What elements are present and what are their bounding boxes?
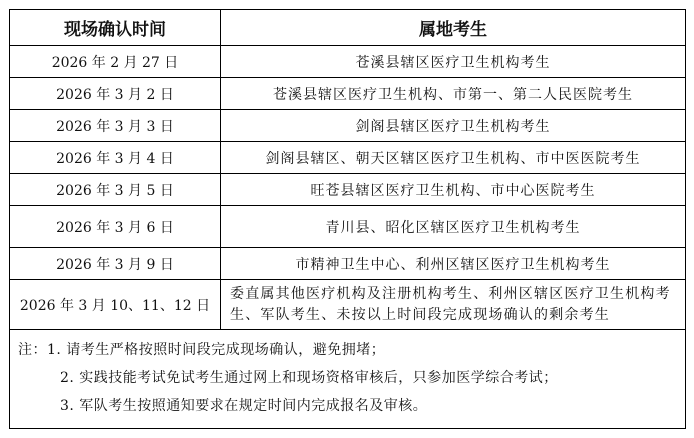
row-region: 苍溪县辖区医疗卫生机构考生 <box>221 46 686 78</box>
row-date: 2026 年 3 月 5 日 <box>10 174 221 206</box>
row-region: 剑阁县辖区、朝天区辖区医疗卫生机构、市中医医院考生 <box>221 142 686 174</box>
header-confirmation-time: 现场确认时间 <box>10 10 221 46</box>
notes-prefix: 注： <box>18 342 47 358</box>
table-row <box>10 248 686 280</box>
note-line-3 <box>18 392 677 420</box>
row-region: 旺苍县辖区医疗卫生机构、市中心医院考生 <box>221 174 686 206</box>
notes-cell <box>10 330 686 429</box>
table-row <box>10 110 686 142</box>
note-line-1 <box>18 336 677 364</box>
row-date: 2026 年 3 月 4 日 <box>10 142 221 174</box>
row-region: 市精神卫生中心、利州区辖区医疗卫生机构考生 <box>221 248 686 280</box>
row-date: 2026 年 3 月 9 日 <box>10 248 221 280</box>
row-region: 苍溪县辖区医疗卫生机构、市第一、第二人民医院考生 <box>221 78 686 110</box>
notes-row <box>10 330 686 429</box>
note-text: 3. 军队考生按照通知要求在规定时间内完成报名及审核。 <box>60 398 428 414</box>
table-row <box>10 46 686 78</box>
table-row <box>10 174 686 206</box>
row-region: 青川县、昭化区辖区医疗卫生机构考生 <box>221 206 686 248</box>
row-region: 委直属其他医疗机构及注册机构考生、利州区辖区医疗卫生机构考生、军队考生、未按以上时间段完成现场确认的剩余考生 <box>221 280 686 330</box>
table-header-row <box>10 10 686 46</box>
row-date: 2026 年 3 月 10、11、12 日 <box>10 280 221 330</box>
note-text: 2. 实践技能考试免试考生通过网上和现场资格审核后，只参加医学综合考试； <box>60 370 558 386</box>
table-row <box>10 206 686 248</box>
note-text: 1. 请考生严格按照时间段完成现场确认，避免拥堵； <box>47 342 386 358</box>
row-date: 2026 年 3 月 6 日 <box>10 206 221 248</box>
table-row <box>10 78 686 110</box>
table-row <box>10 142 686 174</box>
table-row <box>10 280 686 330</box>
row-region: 剑阁县辖区医疗卫生机构考生 <box>221 110 686 142</box>
header-local-candidates: 属地考生 <box>221 10 686 46</box>
row-date: 2026 年 2 月 27 日 <box>10 46 221 78</box>
row-date: 2026 年 3 月 3 日 <box>10 110 221 142</box>
confirmation-schedule-table <box>9 9 686 429</box>
row-date: 2026 年 3 月 2 日 <box>10 78 221 110</box>
note-line-2 <box>18 364 677 392</box>
